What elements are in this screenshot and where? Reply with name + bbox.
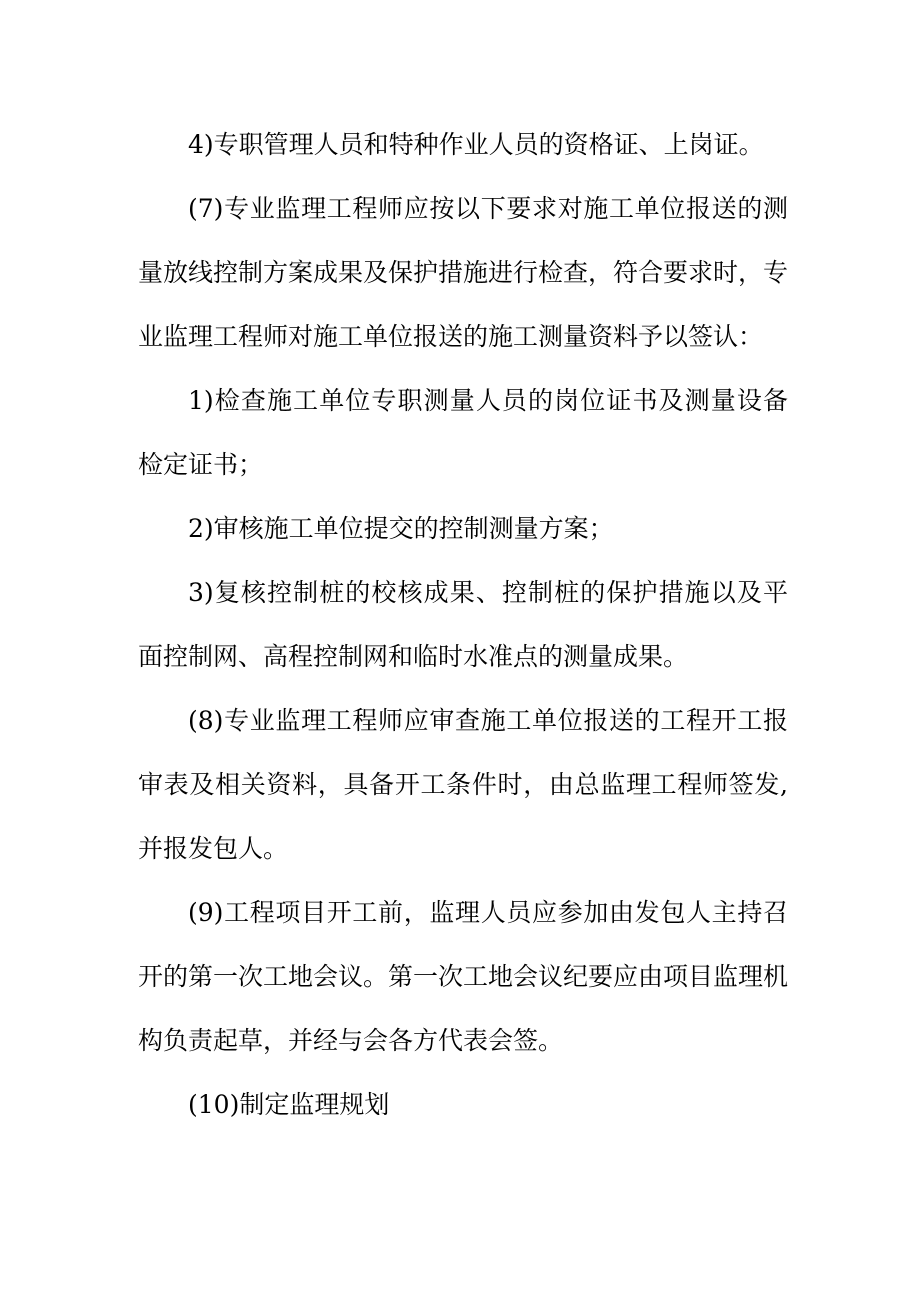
paragraph-clause-9: (9)工程项目开工前，监理人员应参加由发包人主持召开的第一次工地会议。第一次工地会议纪要应由项目监理机构负责起草，并经与会各方代表会签。 [138, 898, 789, 1055]
paragraph-item-4: 4)专职管理人员和特种作业人员的资格证、上岗证。 [188, 130, 764, 159]
paragraph-clause-7: (7)专业监理工程师应按以下要求对施工单位报送的测量放线控制方案成果及保护措施进行检查，符合要求时，专业监理工程师对施工单位报送的施工测量资料予以签认： [138, 194, 789, 351]
paragraph-clause-10: (10)制定监理规划 [188, 1090, 390, 1119]
paragraph-item-2: 2)审核施工单位提交的控制测量方案； [188, 514, 614, 543]
paragraph-item-1: 1)检查施工单位专职测量人员的岗位证书及测量设备检定证书； [138, 386, 788, 479]
document-body [138, 113, 788, 1137]
paragraph-clause-8: (8)专业监理工程师应审查施工单位报送的工程开工报审表及相关资料，具备开工条件时，由总监理工程师签发,并报发包人。 [138, 706, 788, 863]
paragraph-item-3: 3)复核控制桩的校核成果、控制桩的保护措施以及平面控制网、高程控制网和临时水准点的测量成果。 [138, 578, 788, 671]
